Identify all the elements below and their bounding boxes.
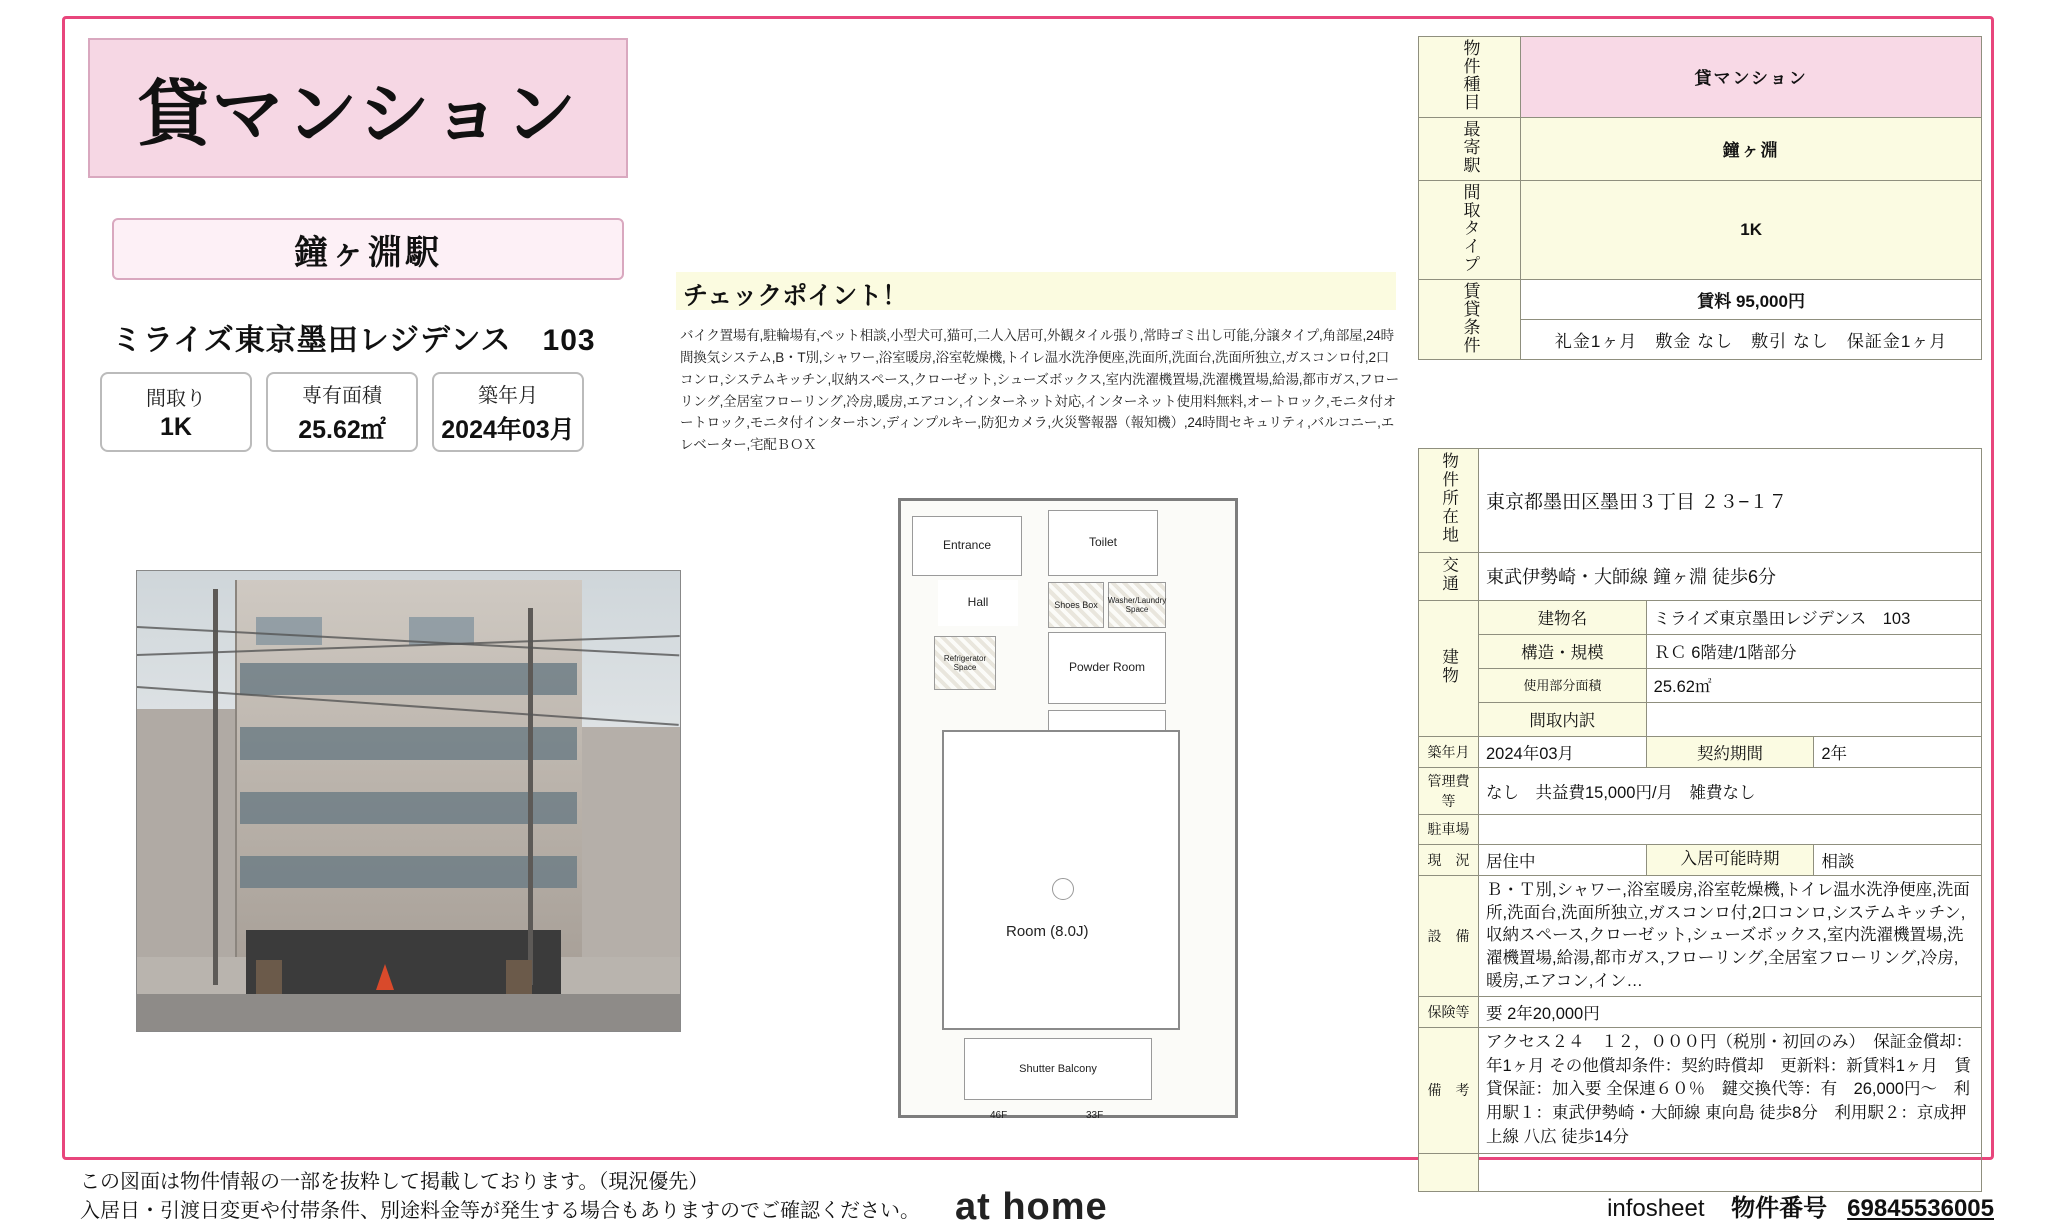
property-no-label: 物件番号: [1731, 1195, 1828, 1222]
detail-label-admin: 管理費等: [1419, 767, 1479, 814]
plan-room-entrance: [912, 516, 1022, 576]
detail-label-address-text: 物件所在地: [1439, 452, 1458, 545]
detail-sublabel-area: [1479, 668, 1647, 702]
building-photo: [136, 570, 681, 1032]
station-text: 鐘ヶ淵駅: [294, 233, 442, 272]
detail-label-insurance: 保険等: [1419, 996, 1479, 1027]
detail-value-access: 東武伊勢崎・大師線 鐘ヶ淵 徒歩6分: [1479, 552, 1982, 600]
detail-value-contract: 2年: [1814, 736, 1982, 767]
detail-row-address: [1419, 449, 1982, 553]
detail-row-status: [1419, 844, 1982, 875]
summary-value-type: 貸マンション: [1521, 37, 1982, 118]
summary-label-station: [1419, 117, 1521, 180]
photo-utility-pole-left: [213, 589, 218, 985]
summary-row-station: [1419, 117, 1982, 180]
detail-row-parking: [1419, 814, 1982, 844]
athome-logo: [955, 1186, 1108, 1229]
detail-label-spacer: [1419, 1154, 1479, 1192]
station-banner: [112, 218, 624, 280]
athome-logo-text: at home: [955, 1186, 1108, 1228]
photo-left-building: [137, 709, 246, 985]
detail-label-built: 築年月: [1419, 736, 1479, 767]
photo-balcony-2: [240, 727, 577, 759]
spec-area-value: 25.62㎡: [298, 415, 386, 444]
plan-room-toilet-label: Toilet: [1088, 535, 1117, 550]
plan-room-refrigerator: [934, 636, 996, 690]
summary-label-station-text: 最寄駅: [1460, 119, 1480, 174]
detail-row-equipment: [1419, 875, 1982, 996]
plan-balcony-dim-2: 33F: [1086, 1110, 1104, 1121]
footer-note: [80, 1168, 920, 1226]
checkpoint-body: バイク置場有,駐輪場有,ペット相談,小型犬可,猫可,二人入居可,外観タイル張り,常時ゴミ出し可能,分譲タイプ,角部屋,24時間換気システム,B・T別,シャワー,浴室暖房,浴室乾燥機,トイレ温水洗浄便座,洗面所,洗面台,洗面所独立,ガスコンロ付,2口コンロ,システムキッチン,収納スペース,クローゼット,シューズボックス,室内洗濯機置場,洗濯機置場,給湯,都市ガス,フローリング,全居室フローリング,冷房,暖房,エアコン,インターネット対応,インターネット使用料無料,オートロック,モニタ付オートロック,モニタ付インターホン,ディンプルキー,防犯カメラ,火災警報器（報知機）,24時間セキュリティ,バルコニー,エレベーター,宅配ＢＯＸ: [680, 328, 1399, 453]
detail-sublabel-structure: 構造・規模: [1479, 634, 1647, 668]
building-name: ミライズ東京墨田レジデンス 103: [112, 324, 596, 357]
checkpoint-title: チェックポイント！: [683, 282, 908, 310]
infosheet-label: infosheet: [1607, 1195, 1705, 1222]
detail-sublabel-area-text: 使用部分面積: [1523, 678, 1602, 694]
detail-value-area: 25.62㎡: [1646, 668, 1981, 702]
summary-row-rent: [1419, 279, 1982, 319]
plan-room-balcony-label: Shutter Balcony: [1019, 1062, 1097, 1075]
summary-row-type: [1419, 37, 1982, 118]
plan-room-balcony: [964, 1038, 1152, 1100]
detail-sublabel-building-name: 建物名: [1479, 600, 1647, 634]
detail-row-admin: [1419, 767, 1982, 814]
plan-room-shoes-box: [1048, 582, 1104, 628]
plan-room-refrigerator-label: Refrigerator Space: [943, 653, 987, 672]
property-no-value: 69845536005: [1847, 1195, 1994, 1222]
detail-row-building-name: [1419, 600, 1982, 634]
detail-label-remarks: 備 考: [1419, 1027, 1479, 1154]
plan-room-laundry-label: Washer/Laundry Space: [1107, 595, 1167, 614]
detail-row-remarks: [1419, 1027, 1982, 1154]
spec-layout: [100, 372, 252, 452]
plan-room-hall: [938, 580, 1018, 626]
detail-value-address: 東京都墨田区墨田３丁目 ２３−１７: [1479, 449, 1982, 553]
detail-value-movein: 相談: [1814, 844, 1982, 875]
detail-value-spacer: [1479, 1154, 1982, 1192]
spec-built-label: 築年月: [478, 384, 538, 407]
detail-row-access: [1419, 552, 1982, 600]
detail-label-access-text: 交通: [1439, 555, 1458, 593]
detail-row-area: [1419, 668, 1982, 702]
detail-value-equipment: Ｂ・Ｔ別,シャワー,浴室暖房,浴室乾燥機,トイレ温水洗浄便座,洗面所,洗面台,洗面所独立,ガスコンロ付,2口コンロ,システムキッチン,収納スペース,クローゼット,シューズボックス,室内洗濯機置場,洗濯機置場,給湯,都市ガス,フローリング,全居室フローリング,冷房,暖房,エアコン,イン…: [1479, 875, 1982, 996]
spec-area-label: 専有面積: [302, 384, 382, 407]
summary-value-conditions: 礼金1ヶ月 敷金 なし 敷引 なし 保証金1ヶ月: [1521, 319, 1982, 359]
spec-area: [266, 372, 418, 452]
summary-value-station: 鐘ヶ淵: [1521, 117, 1982, 180]
summary-label-layout: [1419, 180, 1521, 279]
plan-room-hall-label: Hall: [967, 595, 989, 610]
detail-value-structure: ＲＣ 6階建/1階部分: [1646, 634, 1981, 668]
detail-row-layout-detail: [1419, 702, 1982, 736]
detail-value-parking: [1479, 814, 1982, 844]
photo-planter-2: [506, 960, 532, 994]
summary-value-layout: 1K: [1521, 180, 1982, 279]
detail-value-admin: なし 共益費15,000円/月 雑費なし: [1479, 767, 1982, 814]
summary-label-type: [1419, 37, 1521, 118]
plan-room-main-label: Room (8.0J): [1006, 923, 1089, 940]
detail-label-status: 現 況: [1419, 844, 1479, 875]
detail-label-movein: 入居可能時期: [1646, 844, 1814, 875]
plan-room-powder-label: Powder Room: [1068, 660, 1146, 675]
infosheet-footer: [1607, 1188, 1994, 1223]
detail-value-status: 居住中: [1479, 844, 1647, 875]
photo-traffic-cone: [376, 964, 394, 990]
spec-row: [100, 372, 584, 452]
photo-right-building: [577, 727, 680, 985]
detail-row-structure: [1419, 634, 1982, 668]
plan-room-entrance-label: Entrance: [942, 538, 992, 553]
footer-note-line1: この図面は物件情報の一部を抜粋して掲載しております。（現況優先）: [80, 1171, 709, 1193]
detail-label-building: [1419, 600, 1479, 736]
spec-layout-label: 間取り: [146, 388, 206, 410]
summary-label-rent-text: 賃貸条件: [1460, 281, 1480, 354]
detail-label-access: [1419, 552, 1479, 600]
photo-road: [137, 994, 680, 1031]
plan-room-shoes-box-label: Shoes Box: [1054, 599, 1098, 610]
summary-label-type-text: 物件種目: [1460, 39, 1480, 111]
summary-table: [1418, 36, 1982, 360]
summary-label-layout-text: 間取タイプ: [1460, 182, 1480, 273]
detail-row-insurance: [1419, 996, 1982, 1027]
detail-label-parking: 駐車場: [1419, 814, 1479, 844]
photo-balcony-4: [240, 856, 577, 888]
plan-room-powder: [1048, 632, 1166, 704]
plan-ceiling-light-icon: [1052, 878, 1074, 900]
summary-label-rent: [1419, 279, 1521, 360]
photo-planter-1: [256, 960, 282, 994]
detail-label-equipment: 設 備: [1419, 875, 1479, 996]
photo-window-1: [256, 617, 321, 645]
spec-built-value: 2024年03月: [441, 415, 575, 444]
detail-value-built: 2024年03月: [1479, 736, 1647, 767]
footer-note-line2: 入居日・引渡日変更や付帯条件、別途料金等が発生する場合もありますのでご確認ください。: [80, 1200, 920, 1222]
spec-layout-value: 1K: [160, 413, 192, 441]
detail-label-address: [1419, 449, 1479, 553]
plan-room-toilet: [1048, 510, 1158, 576]
property-type-banner: [88, 38, 628, 178]
floor-plan: [898, 498, 1238, 1121]
detail-table: [1418, 448, 1982, 1192]
summary-value-rent: 賃料 95,000円: [1521, 279, 1982, 319]
detail-label-building-text: 建物: [1439, 647, 1458, 685]
detail-value-building-name: ミライズ東京墨田レジデンス 103: [1646, 600, 1981, 634]
detail-value-layout-detail: [1646, 702, 1981, 736]
summary-row-layout: [1419, 180, 1982, 279]
detail-value-remarks: アクセス２４ １２，０００円（税別・初回のみ） 保証金償却：年1ヶ月 その他償却条件：契約時償却 更新料：新賃料1ヶ月 賃貸保証：加入要 全保連６０％ 鍵交換代等：有 26,000円～ 利用駅１：東武伊勢崎・大師線 東向島 徒歩8分 利用駅２：京成押上線 八広 徒歩14分: [1479, 1027, 1982, 1154]
photo-balcony-1: [240, 663, 577, 695]
spec-built: [432, 372, 584, 452]
detail-sublabel-layout-detail: 間取内訳: [1479, 702, 1647, 736]
photo-balcony-3: [240, 792, 577, 824]
plan-balcony-dim-1: 46F: [990, 1110, 1008, 1121]
detail-label-contract: 契約期間: [1646, 736, 1814, 767]
detail-row-spacer: [1419, 1154, 1982, 1192]
detail-row-built: [1419, 736, 1982, 767]
property-type-text: 貸マンション: [137, 72, 579, 156]
plan-room-laundry: [1108, 582, 1166, 628]
detail-value-insurance: 要 2年20,000円: [1479, 996, 1982, 1027]
photo-utility-pole-right: [528, 608, 533, 985]
